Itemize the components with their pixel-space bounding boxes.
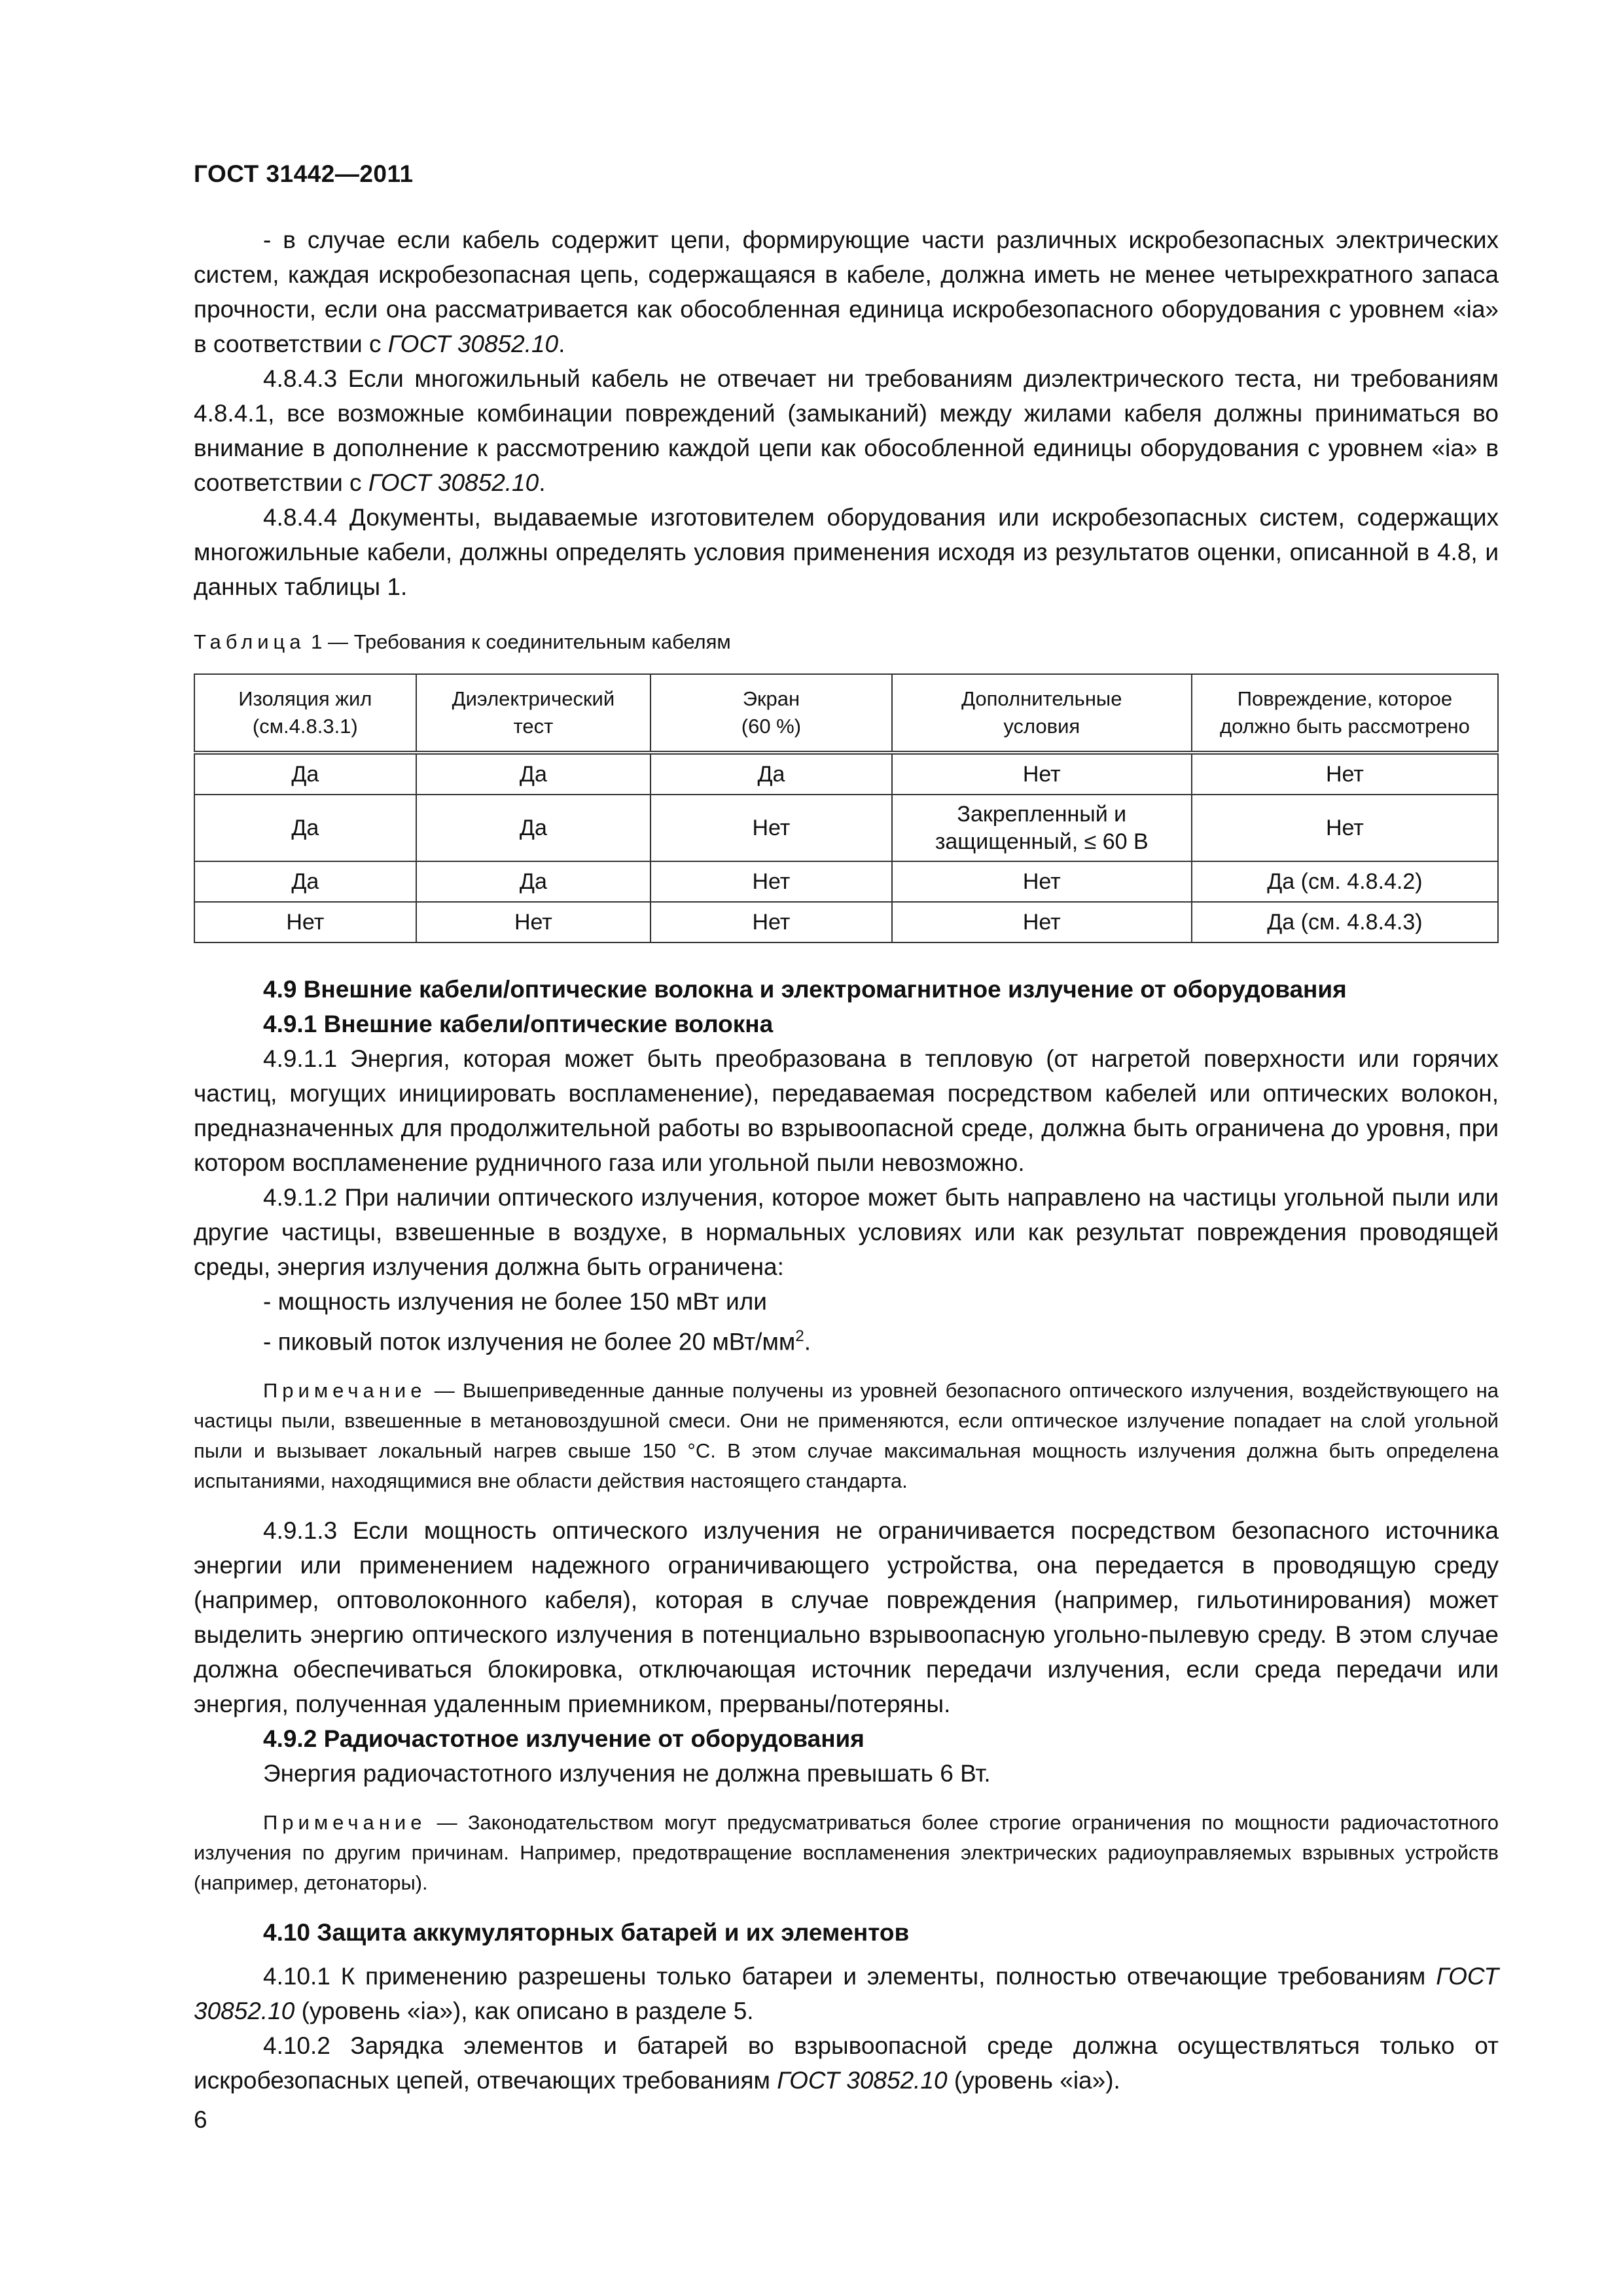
header-line: условия [1003,715,1080,738]
table-header-cell [651,674,892,753]
paragraph-text: (уровень «ia»), как описано в разделе 5. [294,1998,754,2025]
table-header-row [194,674,1498,753]
table-cell: Да (см. 4.8.4.3) [1192,902,1498,942]
cable-requirements-table [194,673,1499,943]
header-line: тест [513,715,554,738]
table-cell: Да [194,753,416,795]
header-line: Диэлектрический [452,687,615,710]
note-label: Примечание [263,1811,427,1835]
table-cell: Нет [892,753,1192,795]
table-cell: Да (см. 4.8.4.2) [1192,861,1498,902]
table-cell [892,795,1192,861]
table-cell: Нет [651,861,892,902]
header-line: Дополнительные [961,687,1122,710]
paragraph-text: 4.10.2 Зарядка элементов и батарей во взрывоопасной среде должна осуществляться только от искробезопасных цепей, отвечающих требованиям [194,2032,1499,2094]
table-cell: Нет [892,861,1192,902]
table-cell: Да [416,753,651,795]
table-cell: Да [194,861,416,902]
table-cell: Нет [194,902,416,942]
paragraph-4-9-1-1: 4.9.1.1 Энергия, которая может быть преобразована в тепловую (от нагретой поверхности или горячих частиц, могущих инициировать воспламенение), передаваемая посредством кабелей или оптических волокон, предназначенных для продолжительной работы во взрывоопасной среде, должна быть ограничена до уровня, при котором воспламенение рудничного газа или угольной пыли невозможно. [194,1045,1499,1176]
paragraph-4-8-4-3 [194,361,1499,500]
note-text: — Законодательством могут предусматриваться более строгие ограничения по мощности радиочастотного излучения по другим причинам. Например, предотвращение воспламенения электрических радиоуправляемых взрывных устройств (например, детонаторы). [194,1811,1499,1895]
gost-reference: ГОСТ 30852.10 [777,2067,948,2094]
list-item-power: - мощность излучения не более 150 мВт или [263,1288,767,1315]
section-heading-4-9: 4.9 Внешние кабели/оптические волокна и электромагнитное излучение от оборудования [263,976,1347,1003]
period: . [539,469,546,496]
document-body [194,223,1499,2098]
cell-line: Закрепленный и [957,802,1127,827]
note-lead [194,1811,263,1834]
paragraph-4-10-2 [194,2028,1499,2098]
period: . [558,331,565,357]
period: . [804,1328,811,1355]
header-line: Изоляция жил [238,687,372,710]
paragraph-text: (уровень «ia»). [947,2067,1120,2094]
table-caption-text: 1 — Требования к соединительным кабелям [305,630,731,653]
paragraph-4-9-1-3: 4.9.1.3 Если мощность оптического излучения не ограничивается посредством безопасного источника энергии или применением надежного ограничивающего устройства, она передается в проводящую среду (например, оптоволоконного кабеля), которая в случае повреждения (например, гильотинирования) может выделить энергию оптического излучения в потенциально взрывоопасную угольно-пылевую среду. В этом случае должна обеспечиваться блокировка, отключающая источник передачи излучения, если среда передачи или энергия, полученная удаленным приемником, прерваны/потеряны. [194,1517,1499,1718]
table-header-cell [1192,674,1498,753]
superscript: 2 [795,1327,804,1345]
note-lead [194,1379,263,1402]
paragraph-text: 4.10.1 К применению разрешены только батареи и элементы, полностью отвечающие требованиям [263,1963,1436,1990]
table-cell: Нет [416,902,651,942]
section-heading-4-9-1: 4.9.1 Внешние кабели/оптические волокна [263,1011,774,1037]
section-heading-4-10: 4.10 Защита аккумуляторных батарей и их элементов [263,1919,910,1946]
header-line: должно быть рассмотрено [1220,715,1470,738]
table-caption [194,628,1499,656]
list-item-text: - пиковый поток излучения не более 20 мВт/мм [263,1328,796,1355]
header-line: (60 %) [741,715,802,738]
table-cell: Да [651,753,892,795]
header-line: Экран [742,687,800,710]
table-row [194,861,1498,902]
table-row [194,753,1498,795]
table-cell: Да [416,795,651,861]
note-optical [194,1376,1499,1496]
paragraph-text: - в случае если кабель содержит цепи, формирующие части различных искробезопасных электрических систем, каждая искробезопасная цепь, содержащаяся в кабеле, должна иметь не менее четырехкратного запаса прочности, если она рассматривается как обособленная единица искробезопасного оборудования с уровнем «ia» в соответствии с [194,226,1499,357]
paragraph-4-8-4-4: 4.8.4.4 Документы, выдаваемые изготовителем оборудования или искробезопасных систем, содержащих многожильные кабели, должны определять условия применения исходя из результатов оценки, описанной в 4.8, и данных таблицы 1. [194,504,1499,600]
table-cell: Нет [651,795,892,861]
paragraph-4-9-1-2: 4.9.1.2 При наличии оптического излучения, которое может быть направлено на частицы угольной пыли или другие частицы, взвешенные в воздухе, в нормальных условиях или как результат повреждения проводящей среды, энергия излучения должна быть ограничена: [194,1184,1499,1280]
table-cell: Нет [1192,795,1498,861]
document-header: ГОСТ 31442—2011 [194,160,414,187]
cell-line: защищенный, ≤ 60 В [935,829,1149,854]
header-line: (см.4.8.3.1) [252,715,358,738]
page-number: 6 [194,2106,207,2133]
table-cell: Да [194,795,416,861]
table-caption-label: Таблица [194,630,306,653]
table-cell: Нет [1192,753,1498,795]
note-label: Примечание [263,1379,427,1403]
paragraph-4-9-2: Энергия радиочастотного излучения не должна превышать 6 Вт. [263,1760,991,1787]
table-header-cell [194,674,416,753]
note-text: — Вышеприведенные данные получены из уровней безопасного оптического излучения, воздействующего на частицы пыли, взвешенные в метановоздушной смеси. Они не применяются, если оптическое излучение попадает на слой угольной пыли и вызывает локальный нагрев свыше 150 °С. В этом случае максимальная мощность излучения должна быть определена испытаниями, находящимися вне области действия настоящего стандарта. [194,1379,1499,1493]
table-header-cell [416,674,651,753]
table-cell: Нет [651,902,892,942]
gost-reference: ГОСТ 30852.10 [194,1963,1499,2025]
header-line: Повреждение, которое [1237,687,1453,710]
paragraph-text: 4.8.4.3 Если многожильный кабель не отвечает ни требованиям диэлектрического теста, ни требованиям 4.8.4.1, все возможные комбинации повреждений (замыканий) между жилами кабеля должны приниматься во внимание в дополнение к рассмотрению каждой цепи как обособленной единицы оборудования с уровнем «ia» в соответствии с [194,365,1499,496]
paragraph-dash-cable [194,223,1499,361]
section-heading-4-9-2: 4.9.2 Радиочастотное излучение от оборудования [263,1725,865,1753]
table-row [194,795,1498,861]
gost-reference: ГОСТ 30852.10 [387,331,559,357]
table-header-cell [892,674,1192,753]
gost-reference: ГОСТ 30852.10 [368,469,539,496]
note-radio [194,1808,1499,1898]
table-row [194,902,1498,942]
table-cell: Нет [892,902,1192,942]
paragraph-4-10-1 [194,1959,1499,2028]
table-cell: Да [416,861,651,902]
list-item-peak-flux [194,1319,1499,1359]
